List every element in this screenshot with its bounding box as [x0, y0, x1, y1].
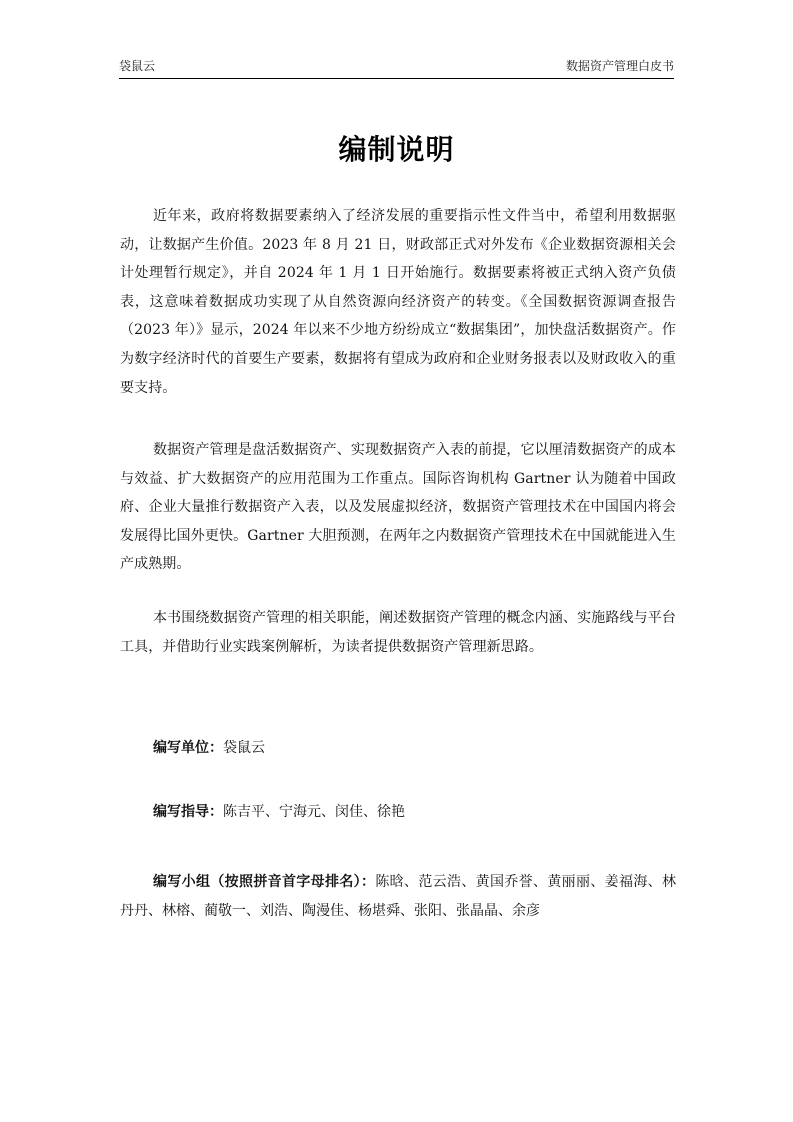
credit-editing-guidance-value: 陈吉平、宁海元、闵佳、徐艳	[223, 804, 405, 820]
credit-editing-team	[120, 868, 676, 926]
credit-editing-unit	[120, 734, 676, 763]
paragraph-asset-management: 数据资产管理是盘活数据资产、实现数据资产入表的前提，它以厘清数据资产的成本与效益、扩大数据资产的应用范围为工作重点。国际咨询机构 Gartner 认为随着中国政府、企业大量推行数据资产入表，以及发展虚拟经济，数据资产管理技术在中国国内将会发展得比国外更快。Gartner 大胆预测，在两年之内数据资产管理技术在中国就能进入生产成熟期。	[120, 442, 676, 573]
credit-editing-guidance-label: 编写指导：	[153, 804, 223, 820]
credit-editing-team-label: 编写小组（按照拼音首字母排名）：	[153, 874, 376, 890]
paragraph-book-scope: 本书围绕数据资产管理的相关职能，阐述数据资产管理的概念内涵、实施路线与平台工具，并借助行业实践案例解析，为读者提供数据资产管理新思路。	[120, 610, 676, 655]
header-document-title: 数据资产管理白皮书	[565, 59, 674, 73]
credit-editing-team-value: 陈晗、范云浩、黄国乔誉、黄丽丽、姜福海、林丹丹、林榕、蔺敬一、刘浩、陶漫佳、杨堪舜、张阳、张晶晶、余彦	[120, 874, 677, 919]
credit-editing-unit-label: 编写单位：	[153, 740, 223, 756]
credit-editing-unit-value: 袋鼠云	[223, 740, 265, 756]
page-header	[119, 56, 674, 79]
credit-editing-guidance	[120, 798, 676, 827]
paragraph-intro: 近年来，政府将数据要素纳入了经济发展的重要指示性文件当中，希望利用数据驱动，让数据产生价值。2023 年 8 月 21 日，财政部正式对外发布《企业数据资源相关会计处理暂行规定》，并自 2024 年 1 月 1 日开始施行。数据要素将被正式纳入资产负债表，这意味着数据成功实现了从自然资源向经济资产的转变。《全国数据资源调查报告（2023 年）》显示，2024 年以来不少地方纷纷成立“数据集团”，加快盘活数据资产。作为数字经济时代的首要生产要素，数据将有望成为政府和企业财务报表以及财政收入的重要支持。	[120, 208, 676, 396]
header-company-name: 袋鼠云	[119, 59, 156, 73]
page-title: 编制说明	[338, 133, 455, 166]
